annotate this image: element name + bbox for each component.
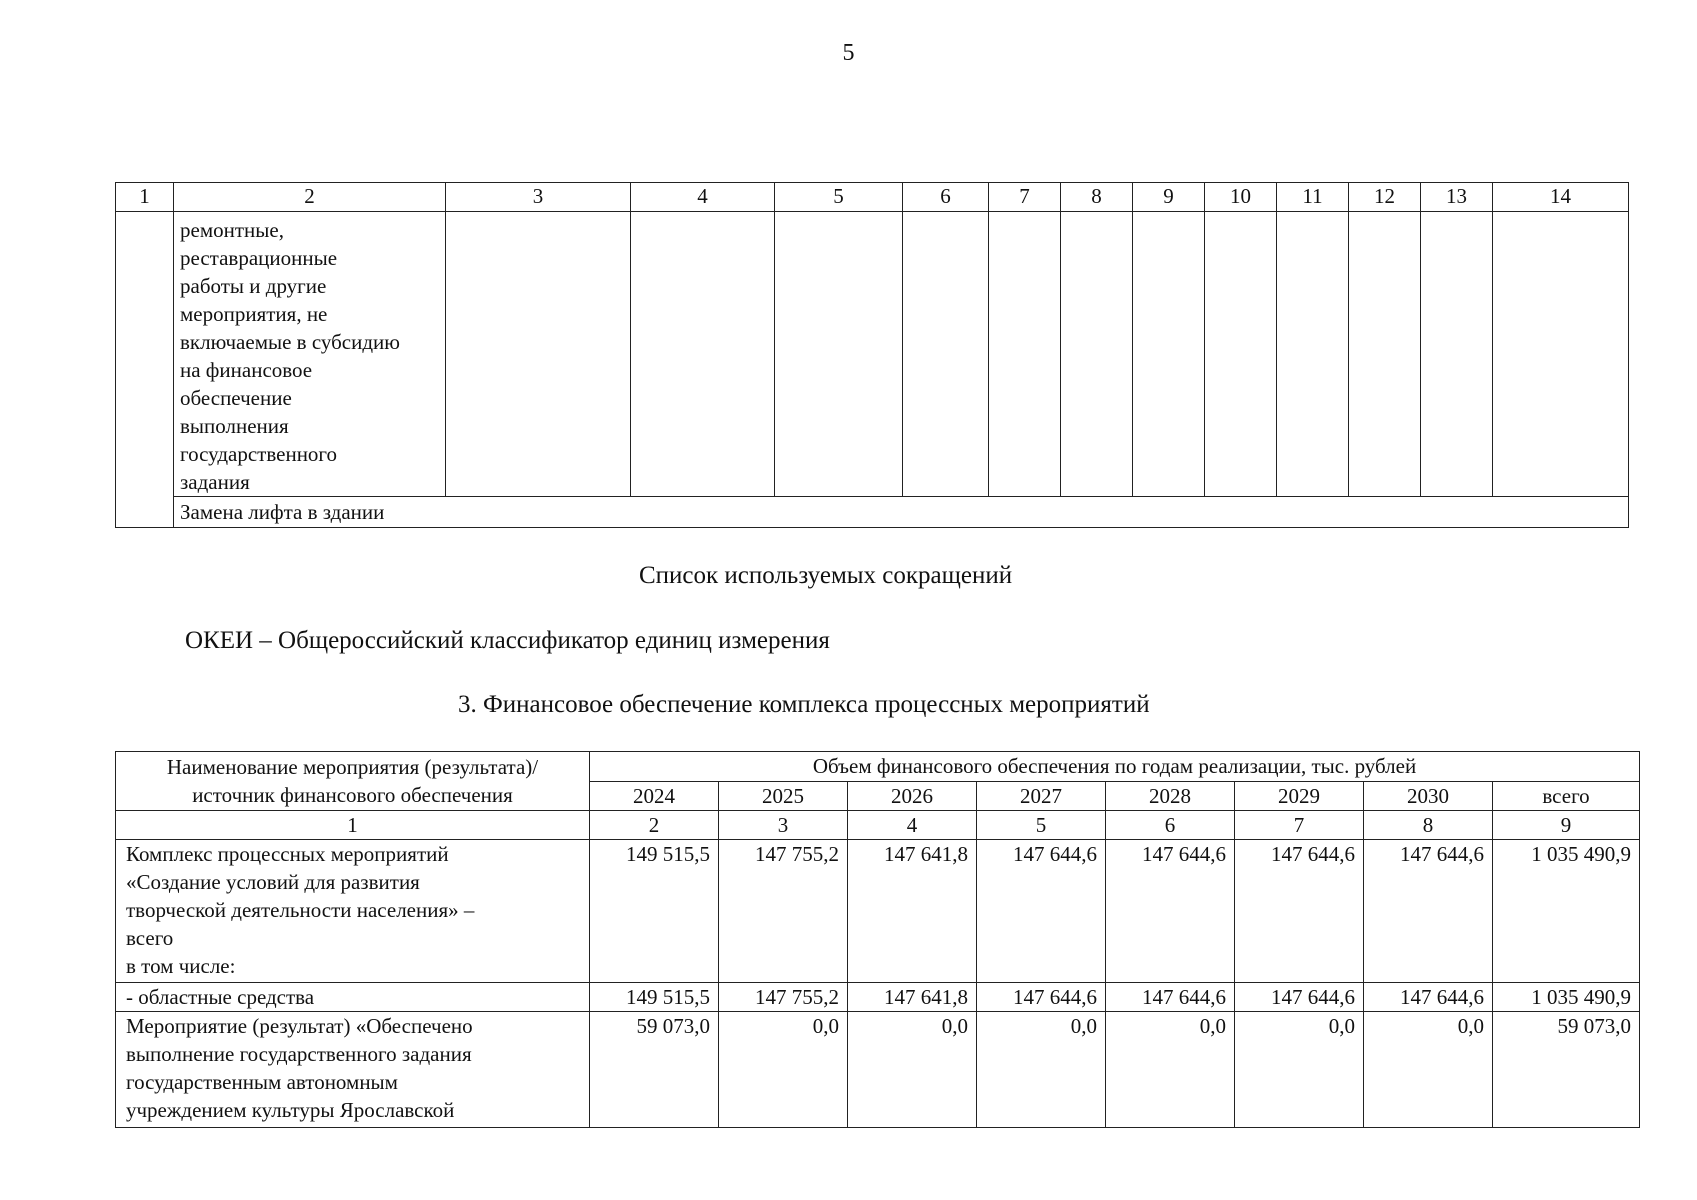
value-cell: 0,0 xyxy=(848,1012,977,1128)
section-title: 3. Финансовое обеспечение комплекса процессных мероприятий xyxy=(458,691,1150,718)
table2-header-row xyxy=(116,752,1640,782)
table1-col-number: 6 xyxy=(903,183,989,212)
column-number: 9 xyxy=(1493,811,1640,840)
financing-table xyxy=(115,751,1640,1128)
name-line: всего xyxy=(126,926,174,950)
table1-empty-cell xyxy=(989,212,1061,497)
description-line: государственного xyxy=(180,442,338,466)
table-row xyxy=(116,840,1640,983)
table1-col-number: 8 xyxy=(1061,183,1133,212)
value-cell: 147 755,2 xyxy=(719,840,848,983)
description-line: мероприятия, не xyxy=(180,302,328,326)
name-line: государственным автономным xyxy=(126,1070,398,1094)
value-cell: 147 644,6 xyxy=(1235,840,1364,983)
column-number: 5 xyxy=(977,811,1106,840)
name-line: Мероприятие (результат) «Обеспечено xyxy=(126,1014,473,1038)
name-line: Комплекс процессных мероприятий xyxy=(126,842,449,866)
table1-empty-cell xyxy=(775,212,903,497)
name-line: «Создание условий для развития xyxy=(126,870,420,894)
year-header: 2029 xyxy=(1235,782,1364,811)
table1-empty-cell xyxy=(1061,212,1133,497)
value-cell: 147 641,8 xyxy=(848,840,977,983)
description-line: выполнения xyxy=(180,414,289,438)
table1-col-number: 4 xyxy=(631,183,775,212)
name-line: выполнение государственного задания xyxy=(126,1042,472,1066)
table2-colnum-row xyxy=(116,811,1640,840)
value-cell: 149 515,5 xyxy=(590,840,719,983)
description-line: на финансовое xyxy=(180,358,313,382)
table1-col-number: 9 xyxy=(1133,183,1205,212)
value-cell: 147 644,6 xyxy=(1364,983,1493,1012)
table1-col-number: 13 xyxy=(1421,183,1493,212)
column-number: 4 xyxy=(848,811,977,840)
name-line: творческой деятельности населения» – xyxy=(126,898,475,922)
table1-col-number: 11 xyxy=(1277,183,1349,212)
header-line: Наименование мероприятия (результата)/ xyxy=(166,755,539,779)
table-row xyxy=(116,1012,1640,1128)
table1-col-number: 2 xyxy=(174,183,446,212)
value-cell: 59 073,0 xyxy=(1493,1012,1640,1128)
value-cell: 1 035 490,9 xyxy=(1493,840,1640,983)
row-name xyxy=(116,1012,590,1128)
table1-empty-cell xyxy=(116,212,174,528)
name-line: - областные средства xyxy=(126,985,315,1009)
row-name xyxy=(116,983,590,1012)
year-header: 2026 xyxy=(848,782,977,811)
description-line: ремонтные, xyxy=(180,218,284,242)
name-line: учреждением культуры Ярославской xyxy=(126,1098,455,1122)
year-header: 2025 xyxy=(719,782,848,811)
year-header: всего xyxy=(1493,782,1640,811)
value-cell: 0,0 xyxy=(1235,1012,1364,1128)
description-cell xyxy=(174,212,446,497)
value-cell: 149 515,5 xyxy=(590,983,719,1012)
table1-header-row xyxy=(116,183,1629,212)
year-header: 2027 xyxy=(977,782,1106,811)
description-line: реставрационные xyxy=(180,246,338,270)
table1-col-number: 1 xyxy=(116,183,174,212)
table1-col-number: 12 xyxy=(1349,183,1421,212)
table1-col-number: 5 xyxy=(775,183,903,212)
value-cell: 147 641,8 xyxy=(848,983,977,1012)
continuation-table xyxy=(115,182,1629,528)
value-cell: 147 644,6 xyxy=(1106,840,1235,983)
value-cell: 1 035 490,9 xyxy=(1493,983,1640,1012)
table1-empty-cell xyxy=(1493,212,1629,497)
table1-empty-cell xyxy=(446,212,631,497)
table1-col-number: 3 xyxy=(446,183,631,212)
value-cell: 0,0 xyxy=(1106,1012,1235,1128)
value-cell: 147 644,6 xyxy=(977,983,1106,1012)
table1-empty-cell xyxy=(631,212,775,497)
abbreviation-okei: ОКЕИ – Общероссийский классификатор единиц измерения xyxy=(185,627,830,654)
description-line: работы и другие xyxy=(180,274,327,298)
column-number: 2 xyxy=(590,811,719,840)
table1-empty-cell xyxy=(903,212,989,497)
value-cell: 59 073,0 xyxy=(590,1012,719,1128)
year-header: 2028 xyxy=(1106,782,1235,811)
table1-lift-row xyxy=(116,497,1629,528)
value-cell: 0,0 xyxy=(719,1012,848,1128)
value-cell: 147 644,6 xyxy=(977,840,1106,983)
table1-col-number: 7 xyxy=(989,183,1061,212)
table-row xyxy=(116,983,1640,1012)
year-header: 2030 xyxy=(1364,782,1493,811)
table1-empty-cell xyxy=(1349,212,1421,497)
column-number: 6 xyxy=(1106,811,1235,840)
lift-replacement-label: Замена лифта в здании xyxy=(174,497,1629,528)
page-number: 5 xyxy=(842,40,855,66)
column-number: 1 xyxy=(116,811,590,840)
row-name xyxy=(116,840,590,983)
value-cell: 0,0 xyxy=(1364,1012,1493,1128)
value-cell: 147 644,6 xyxy=(1106,983,1235,1012)
table2-group-header: Объем финансового обеспечения по годам реализации, тыс. рублей xyxy=(590,752,1640,782)
column-number: 8 xyxy=(1364,811,1493,840)
table1-col-number: 10 xyxy=(1205,183,1277,212)
value-cell: 147 644,6 xyxy=(1364,840,1493,983)
table1-col-number: 14 xyxy=(1493,183,1629,212)
description-line: включаемые в субсидию xyxy=(180,330,400,354)
value-cell: 0,0 xyxy=(977,1012,1106,1128)
table1-empty-cell xyxy=(1205,212,1277,497)
table1-empty-cell xyxy=(1277,212,1349,497)
value-cell: 147 755,2 xyxy=(719,983,848,1012)
name-line: в том числе: xyxy=(126,954,236,978)
header-line: источник финансового обеспечения xyxy=(192,783,513,807)
column-number: 7 xyxy=(1235,811,1364,840)
description-line: задания xyxy=(180,470,250,494)
description-line: обеспечение xyxy=(180,386,292,410)
value-cell: 147 644,6 xyxy=(1235,983,1364,1012)
table1-description-row xyxy=(116,212,1629,497)
column-number: 3 xyxy=(719,811,848,840)
year-header: 2024 xyxy=(590,782,719,811)
abbreviations-title: Список используемых сокращений xyxy=(639,562,1013,589)
table1-empty-cell xyxy=(1421,212,1493,497)
table1-empty-cell xyxy=(1133,212,1205,497)
table2-name-header xyxy=(116,752,590,811)
